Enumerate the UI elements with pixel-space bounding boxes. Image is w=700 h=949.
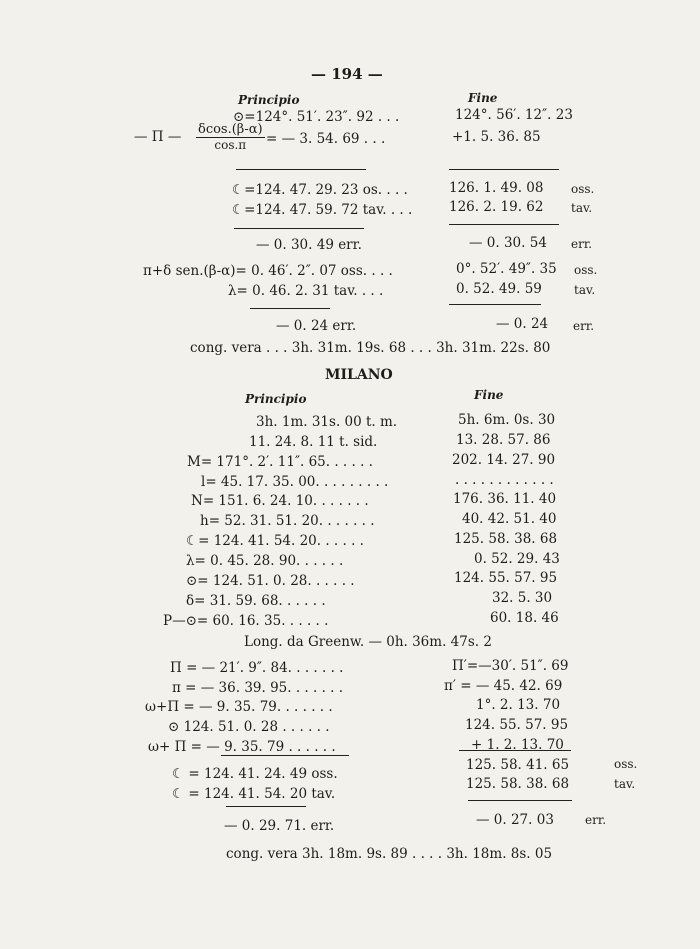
table-row-right: 0. 52. 29. 43 xyxy=(474,551,560,567)
table-row-left: h= 52. 31. 51. 20. . . . . . . xyxy=(200,513,375,529)
table-row-left: 11. 24. 8. 11 t. sid. xyxy=(249,434,378,450)
rule xyxy=(459,750,571,751)
error-right: — 0. 27. 03 xyxy=(476,812,554,828)
tav-tag: tav. xyxy=(614,777,636,791)
pi-correction-prefix: — Π — xyxy=(134,129,182,145)
error-left: — 0. 24 err. xyxy=(276,318,357,334)
table-row-right: 5h. 6m. 0s. 30 xyxy=(458,412,556,428)
table-row-right: . . . . . . . . . . . . xyxy=(455,472,554,488)
table-row-left: M= 171°. 2′. 11″. 65. . . . . . xyxy=(187,454,373,470)
longitude-greenwich: Long. da Greenw. — 0h. 36m. 47s. 2 xyxy=(244,634,492,650)
true-conjunction: cong. vera 3h. 18m. 9s. 89 . . . . 3h. 18m. 8s. 05 xyxy=(226,846,553,862)
oss-tag: oss. xyxy=(574,263,598,277)
parallax-tabular-left: λ= 0. 46. 2. 31 tav. . . . xyxy=(228,283,384,299)
tav-tag: tav. xyxy=(571,201,593,215)
parallax-tabular-right: 0. 52. 49. 59 xyxy=(456,281,542,297)
table-row-right: + 1. 2. 13. 70 xyxy=(471,737,564,753)
section-heading: MILANO xyxy=(325,367,393,383)
fraction xyxy=(196,122,265,152)
pi-correction-right: +1. 5. 36. 85 xyxy=(452,129,541,145)
table-row-left: δ= 31. 59. 68. . . . . . xyxy=(186,593,326,609)
tav-tag: tav. xyxy=(574,283,596,297)
table-row-right: 176. 36. 11. 40 xyxy=(453,491,557,507)
column-header-fine: Fine xyxy=(474,388,504,402)
table-row-left: ω+Π = — 9. 35. 79. . . . . . . xyxy=(145,699,333,715)
fraction-numerator: δcos.(β-α) xyxy=(198,122,263,137)
table-row-left: P—⊙= 60. 16. 35. . . . . . xyxy=(163,613,329,629)
true-conjunction: cong. vera . . . 3h. 31m. 19s. 68 . . . 3h. 31m. 22s. 80 xyxy=(190,340,551,356)
table-row-right: 60. 18. 46 xyxy=(490,610,559,626)
sun-longitude-right: 124°. 56′. 12″. 23 xyxy=(455,107,573,123)
table-row-right: Π′=—30′. 51″. 69 xyxy=(452,658,569,674)
table-row-left: l= 45. 17. 35. 00. . . . . . . . . xyxy=(201,474,389,490)
table-row-left: π = — 36. 39. 95. . . . . . . xyxy=(172,680,344,696)
moon-observed-right: 125. 58. 41. 65 xyxy=(466,757,570,773)
moon-tabular-left: ☾ = 124. 41. 54. 20 tav. xyxy=(172,786,336,802)
table-row-right: π′ = — 45. 42. 69 xyxy=(444,678,563,694)
table-row-right: 1°. 2. 13. 70 xyxy=(476,697,561,713)
rule xyxy=(221,755,349,756)
moon-tabular-left: ☾=124. 47. 59. 72 tav. . . . xyxy=(232,202,413,218)
oss-tag: oss. xyxy=(571,182,595,196)
moon-observed-left: ☾ = 124. 41. 24. 49 oss. xyxy=(172,766,338,782)
column-header-fine: Fine xyxy=(468,91,498,105)
error-left: — 0. 29. 71. err. xyxy=(224,818,335,834)
err-tag: err. xyxy=(571,237,593,251)
error-right: — 0. 30. 54 xyxy=(469,235,547,251)
err-tag: err. xyxy=(585,813,607,827)
table-row-right: 125. 58. 38. 68 xyxy=(454,531,558,547)
rule xyxy=(449,304,541,305)
parallax-observed-right: 0°. 52′. 49″. 35 xyxy=(456,261,557,277)
rule xyxy=(468,800,572,801)
rule xyxy=(236,169,366,170)
sun-longitude-left: ⊙=124°. 51′. 23″. 92 . . . xyxy=(233,109,400,125)
table-row-right: 40. 42. 51. 40 xyxy=(462,511,557,527)
table-row-right: 32. 5. 30 xyxy=(492,590,553,606)
table-row-left: N= 151. 6. 24. 10. . . . . . . xyxy=(191,493,369,509)
table-row-left: ω+ Π = — 9. 35. 79 . . . . . . xyxy=(148,739,336,755)
moon-observed-right: 126. 1. 49. 08 xyxy=(449,180,544,196)
rule xyxy=(250,308,330,309)
table-row-left: λ= 0. 45. 28. 90. . . . . . xyxy=(186,553,344,569)
error-right: — 0. 24 xyxy=(496,316,549,332)
table-row-right: 124. 55. 57. 95 xyxy=(454,570,558,586)
fraction-denominator: cos.π xyxy=(214,138,247,152)
moon-observed-left: ☾=124. 47. 29. 23 os. . . . xyxy=(232,182,408,198)
err-tag: err. xyxy=(573,319,595,333)
table-row-right: 124. 55. 57. 95 xyxy=(465,717,569,733)
column-header-principio: Principio xyxy=(238,93,300,107)
table-row-right: 13. 28. 57. 86 xyxy=(456,432,551,448)
oss-tag: oss. xyxy=(614,757,638,771)
moon-tabular-right: 125. 58. 38. 68 xyxy=(466,776,570,792)
moon-tabular-right: 126. 2. 19. 62 xyxy=(449,199,544,215)
table-row-left: Π = — 21′. 9″. 84. . . . . . . xyxy=(170,660,344,676)
rule xyxy=(234,228,364,229)
column-header-principio: Principio xyxy=(245,392,307,406)
table-row-left: ⊙= 124. 51. 0. 28. . . . . . xyxy=(186,573,355,589)
table-row-right: 202. 14. 27. 90 xyxy=(452,452,556,468)
pi-correction-value: = — 3. 54. 69 . . . xyxy=(266,131,386,147)
rule xyxy=(449,224,559,225)
page-number: — 194 — xyxy=(311,65,383,83)
error-left: — 0. 30. 49 err. xyxy=(256,237,362,253)
table-row-left: 3h. 1m. 31s. 00 t. m. xyxy=(256,414,398,430)
rule xyxy=(449,169,559,170)
parallax-observed-left: π+δ sen.(β-α)= 0. 46′. 2″. 07 oss. . . . xyxy=(143,263,393,279)
table-row-left: ☾= 124. 41. 54. 20. . . . . . xyxy=(186,533,364,549)
rule xyxy=(226,806,306,807)
table-row-left: ⊙ 124. 51. 0. 28 . . . . . . xyxy=(168,719,330,735)
